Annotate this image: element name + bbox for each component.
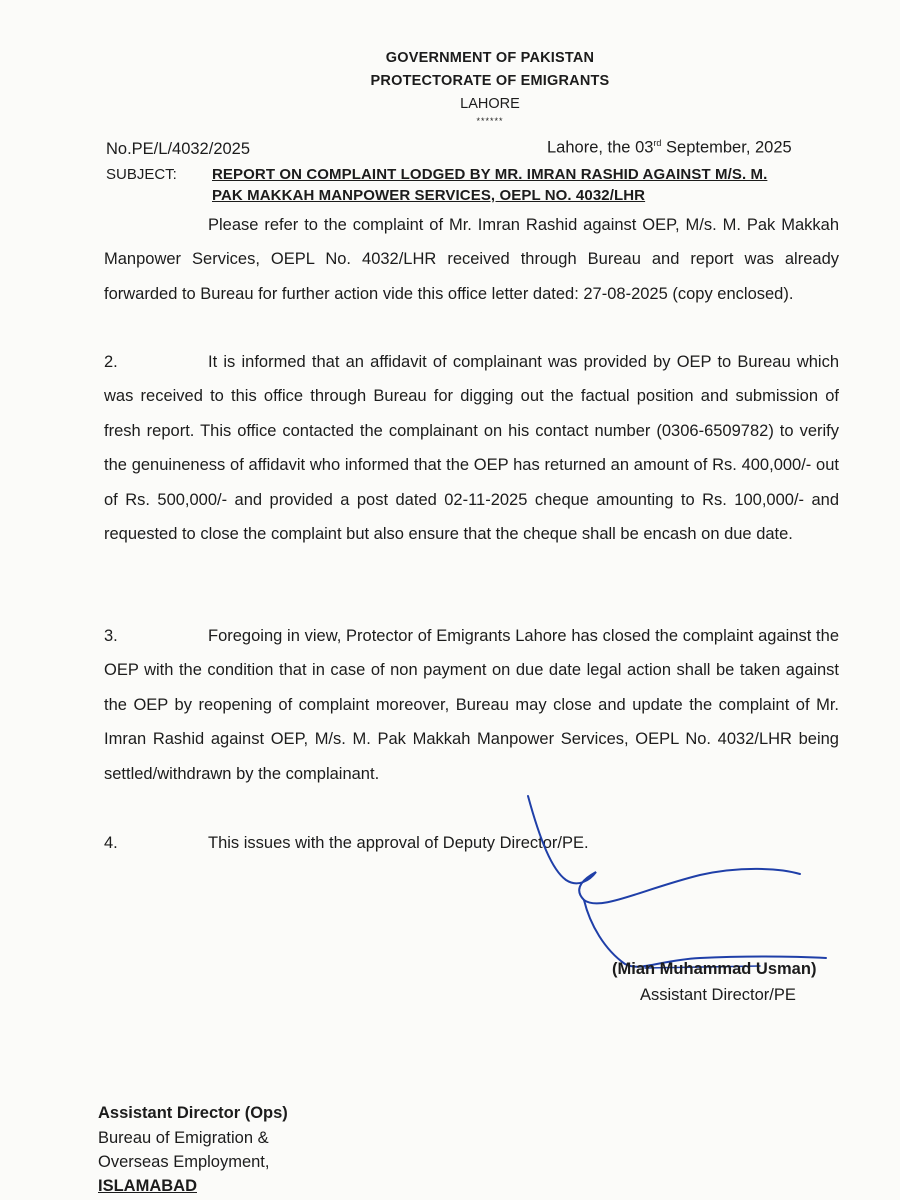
paragraph-3 (104, 619, 839, 791)
addressee-org-2: Overseas Employment, (98, 1153, 270, 1171)
addressee-org: Bureau of Emigration & (98, 1129, 269, 1147)
letterhead-separator: ****** (476, 116, 504, 126)
letterhead-department: PROTECTORATE OF EMIGRANTS (370, 73, 610, 89)
subject-label: SUBJECT: (106, 166, 177, 183)
paragraph-2-text: It is informed that an affidavit of complainant was provided by OEP to Bureau which was received to this office through Bureau for digging out the factual position and submission of fresh report. This office contacted the complainant on his contact number (0306-6509782) to verify the genuineness of affidavit who informed that the OEP has returned an amount of Rs. 400,000/- out of Rs. 500,000/- and provided a post dated 02-11-2025 cheque amounting to Rs. 100,000/- and requested to close the complaint but also ensure that the cheque shall be encash on due date. (104, 353, 839, 544)
paragraph-2 (104, 345, 839, 551)
signatory-name: (Mian Muhammad Usman) (612, 960, 817, 978)
paragraph-1-text: Please refer to the complaint of Mr. Imran Rashid against OEP, M/s. M. Pak Makkah Manpower Services, OEPL No. 4032/LHR received through Bureau and report was already forwarded to Bureau for further action vide this office letter dated: 27-08-2025 (copy enclosed). (104, 216, 839, 303)
addressee-title: Assistant Director (Ops) (98, 1104, 288, 1122)
signatory-title: Assistant Director/PE (640, 986, 796, 1004)
paragraph-3-number: 3. (104, 627, 118, 645)
subject-line-2: PAK MAKKAH MANPOWER SERVICES, OEPL NO. 4032/LHR (212, 187, 646, 204)
subject-line-1: REPORT ON COMPLAINT LODGED BY MR. IMRAN RASHID AGAINST M/S. M. (212, 166, 768, 183)
letterhead-city: LAHORE (460, 96, 520, 112)
paragraph-4-text: This issues with the approval of Deputy Director/PE. (208, 834, 589, 852)
paragraph-1 (104, 208, 839, 311)
paragraph-3-text: Foregoing in view, Protector of Emigrants Lahore has closed the complaint against the OEP with the condition that in case of non payment on due date legal action shall be taken against the OEP by reopening of complaint moreover, Bureau may close and update the complaint of Mr. Imran Rashid against OEP, M/s. M. Pak Makkah Manpower Services, OEPL No. 4032/LHR being settled/withdrawn by the complainant. (104, 627, 839, 783)
paragraph-4-number: 4. (104, 834, 118, 852)
paragraph-4 (104, 826, 839, 860)
letter-date: Lahore, the 03rd September, 2025 (547, 138, 792, 157)
paragraph-2-number: 2. (104, 353, 118, 371)
reference-number: No.PE/L/4032/2025 (106, 140, 251, 158)
addressee-city: ISLAMABAD (98, 1177, 197, 1195)
letterhead-government: GOVERNMENT OF PAKISTAN (385, 50, 595, 66)
